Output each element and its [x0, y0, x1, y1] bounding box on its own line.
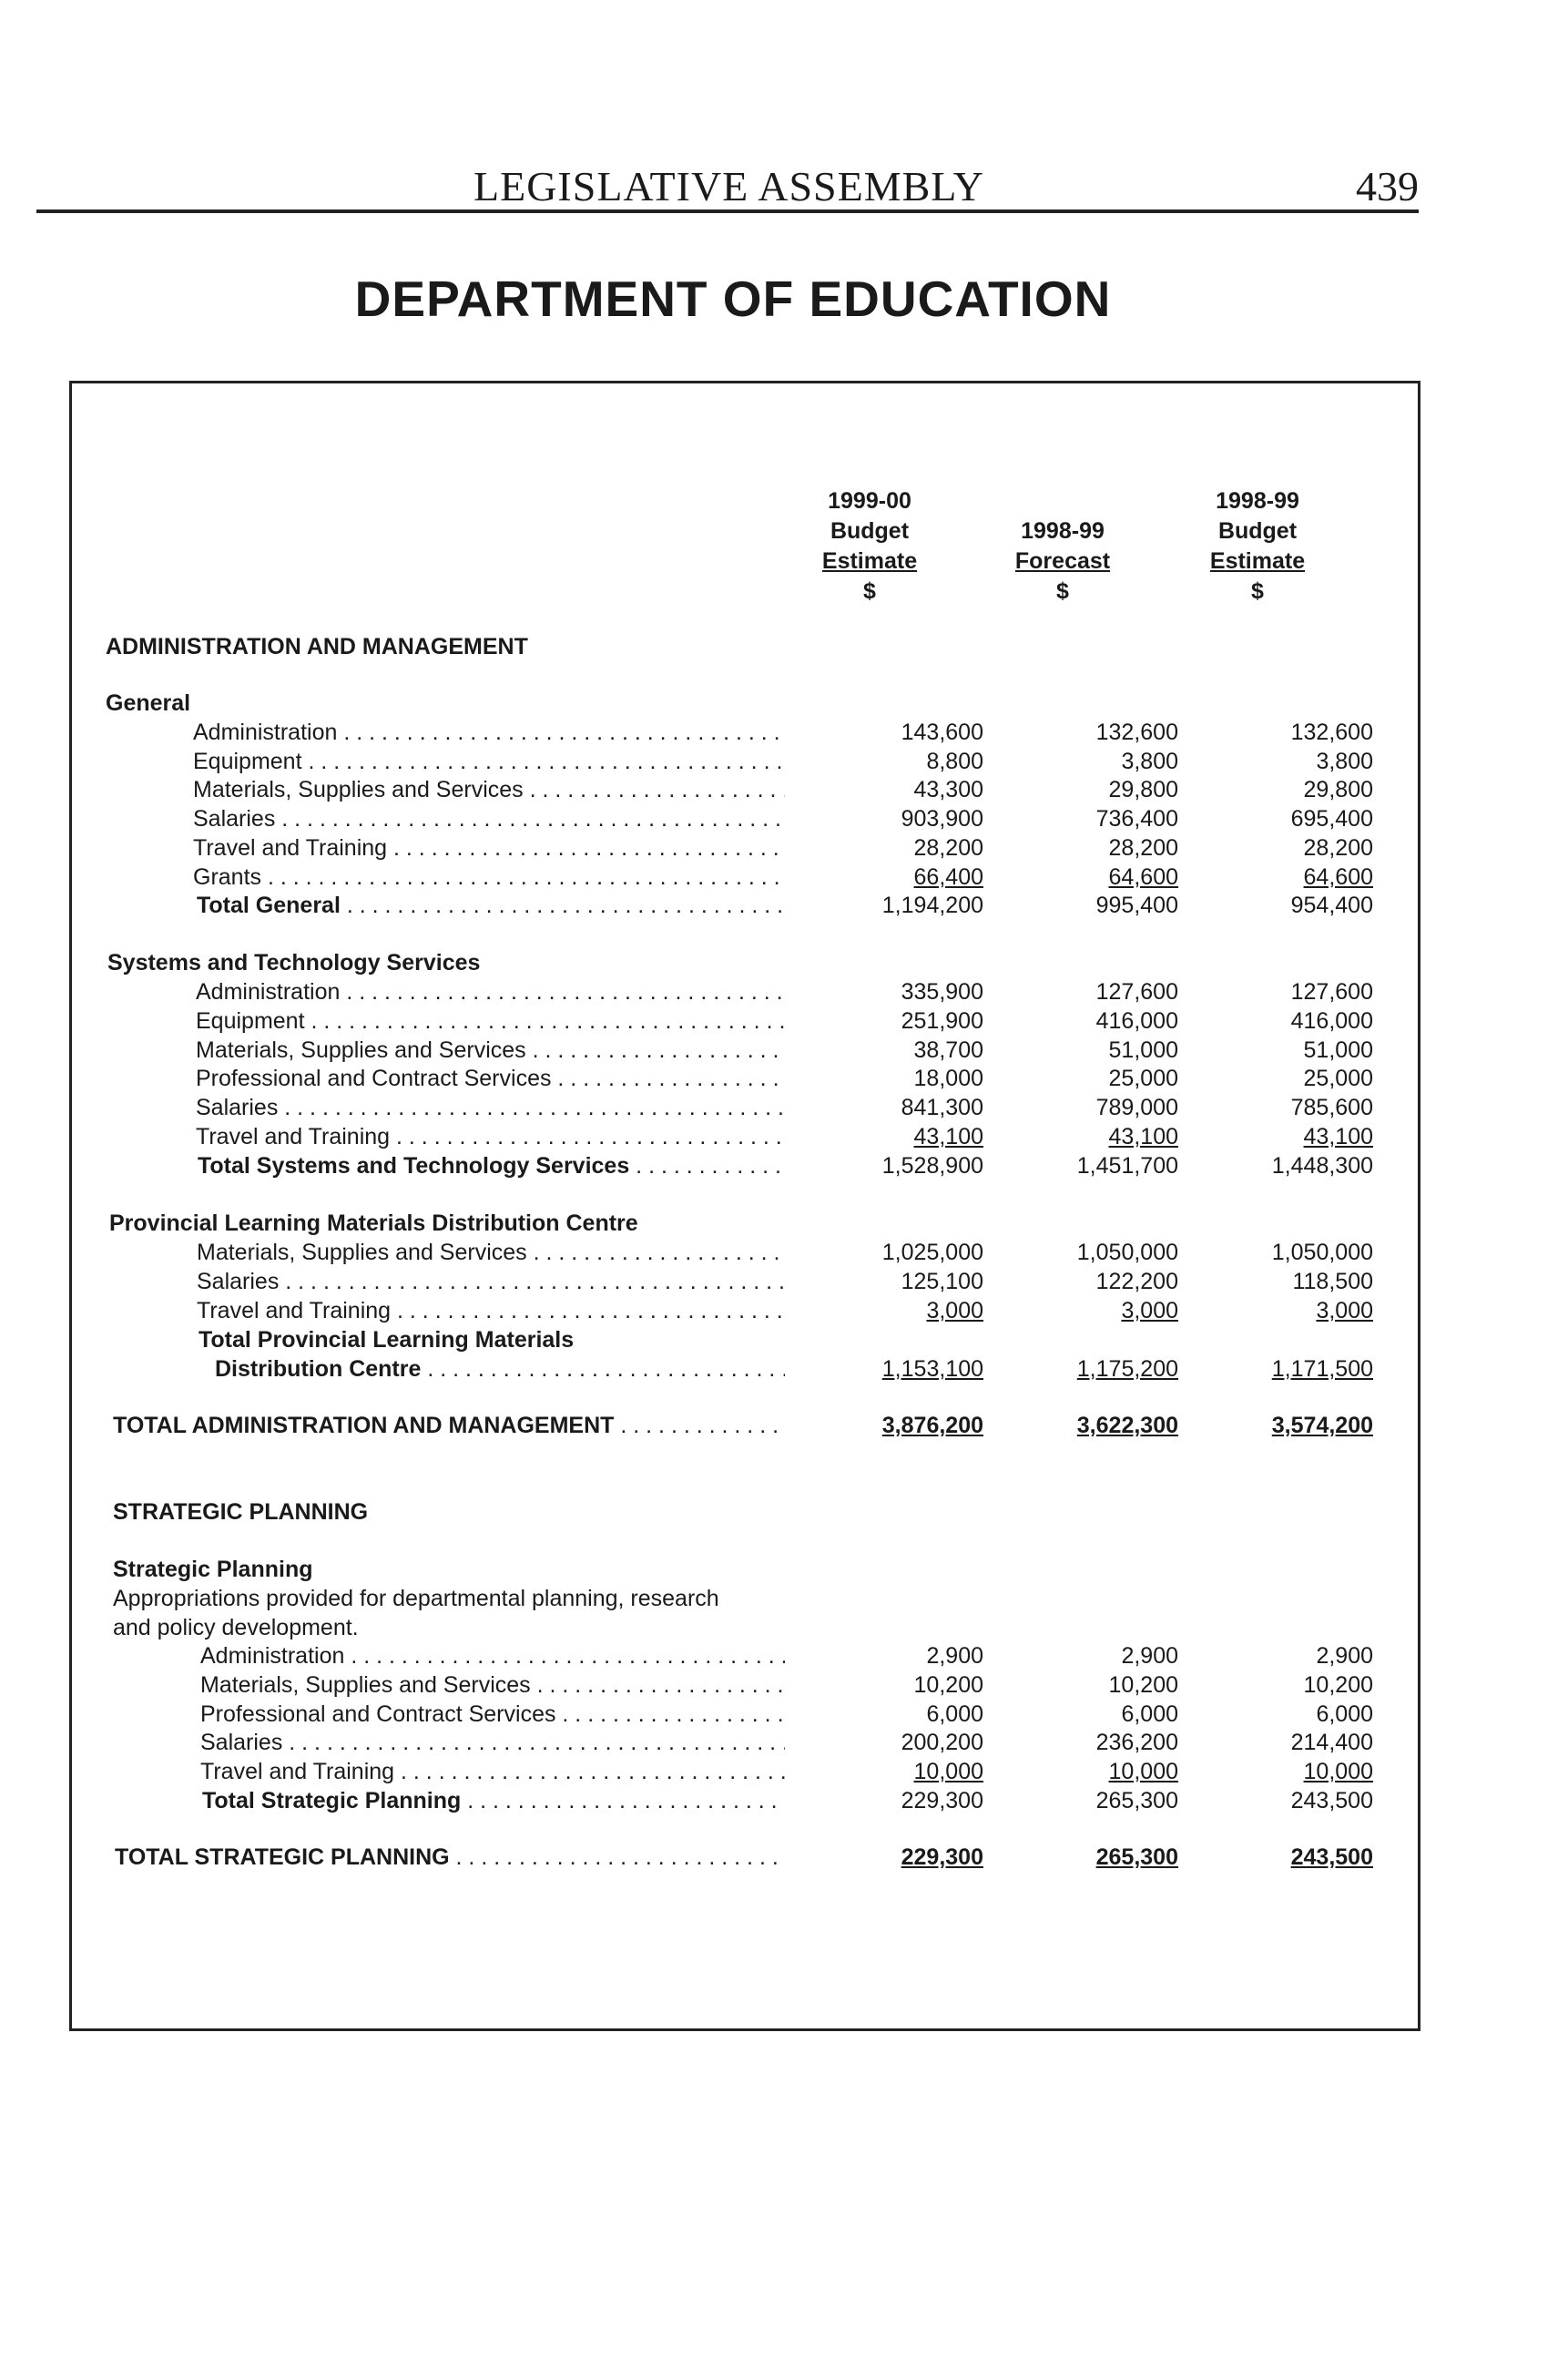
value-1998-99-forecast: 25,000 — [1108, 1066, 1178, 1091]
value-1998-99-budget: 132,600 — [1290, 720, 1373, 745]
table-row — [0, 1124, 1568, 1153]
table-row — [0, 1701, 1568, 1731]
grand-total-label: TOTAL ADMINISTRATION AND MANAGEMENT . . . — [113, 1413, 785, 1439]
value-1999-00-budget: 8,800 — [926, 749, 983, 774]
column-header-line: Estimate — [821, 548, 918, 574]
row-label: Administration . . . — [196, 979, 785, 1006]
table-row — [0, 1298, 1568, 1327]
value-1998-99-forecast: 132,600 — [1095, 720, 1178, 745]
value-1998-99-forecast: 1,451,700 — [1076, 1153, 1178, 1179]
value-1999-00-budget: 2,900 — [926, 1643, 983, 1669]
value-1999-00-budget: 3,876,200 — [881, 1413, 983, 1438]
value-1998-99-budget: 243,500 — [1290, 1844, 1373, 1870]
value-1998-99-budget: 29,800 — [1303, 777, 1373, 802]
table-row — [0, 1672, 1568, 1701]
column-header-line: Forecast — [1014, 548, 1111, 574]
table-row — [0, 1643, 1568, 1672]
value-1998-99-budget: 127,600 — [1290, 979, 1373, 1005]
value-1998-99-budget: 785,600 — [1290, 1095, 1373, 1120]
row-label: Administration . . . — [193, 720, 785, 746]
value-1998-99-budget: 3,574,200 — [1271, 1413, 1373, 1438]
row-label: Grants . . . — [193, 864, 785, 891]
row-label: Travel and Training . . . — [197, 1298, 785, 1324]
column-header-unit: $ — [1056, 578, 1069, 604]
table-row — [0, 777, 1568, 806]
value-1998-99-budget: 3,800 — [1316, 749, 1373, 774]
value-1998-99-budget: 28,200 — [1303, 835, 1373, 861]
row-label: Salaries . . . — [200, 1730, 785, 1756]
row-label: Distribution Centre . . . — [215, 1356, 785, 1383]
value-1998-99-budget: 3,000 — [1316, 1298, 1373, 1323]
group-heading-general: General — [106, 690, 191, 716]
table-row — [0, 979, 1568, 1008]
value-1998-99-forecast: 789,000 — [1095, 1095, 1178, 1120]
value-1998-99-budget: 2,900 — [1316, 1643, 1373, 1669]
value-1998-99-forecast: 29,800 — [1108, 777, 1178, 802]
value-1998-99-forecast: 3,000 — [1121, 1298, 1178, 1323]
value-1999-00-budget: 6,000 — [926, 1701, 983, 1727]
row-label: Materials, Supplies and Services . . . — [193, 777, 785, 803]
row-label: Salaries . . . — [196, 1095, 785, 1121]
row-label: Travel and Training . . . — [193, 835, 785, 862]
value-1999-00-budget: 1,528,900 — [881, 1153, 983, 1179]
value-1999-00-budget: 143,600 — [901, 720, 983, 745]
group-heading-strategic-planning: Strategic Planning — [113, 1557, 313, 1582]
value-1999-00-budget: 28,200 — [913, 835, 983, 861]
value-1998-99-budget: 43,100 — [1303, 1124, 1373, 1149]
value-1998-99-budget: 954,400 — [1290, 893, 1373, 918]
value-1998-99-forecast: 2,900 — [1121, 1643, 1178, 1669]
value-1998-99-forecast: 736,400 — [1095, 806, 1178, 832]
value-1998-99-forecast: 51,000 — [1108, 1037, 1178, 1063]
grand-total-row — [0, 1844, 1568, 1874]
table-row — [0, 1269, 1568, 1298]
column-header-line — [967, 486, 1158, 516]
value-1998-99-forecast: 28,200 — [1108, 835, 1178, 861]
row-label: Materials, Supplies and Services . . . — [196, 1037, 785, 1064]
value-1998-99-budget: 10,200 — [1303, 1672, 1373, 1698]
column-header-unit: $ — [1251, 578, 1264, 604]
section-heading-strategic: STRATEGIC PLANNING — [113, 1499, 369, 1525]
value-1999-00-budget: 66,400 — [913, 864, 983, 890]
table-row — [0, 835, 1568, 864]
group-heading-plmdc: Provincial Learning Materials Distribution Centre — [109, 1210, 638, 1236]
value-1999-00-budget: 43,300 — [913, 777, 983, 802]
value-1999-00-budget: 10,200 — [913, 1672, 983, 1698]
row-label: Materials, Supplies and Services . . . — [197, 1240, 785, 1266]
table-row — [0, 720, 1568, 749]
value-1999-00-budget: 10,000 — [913, 1759, 983, 1784]
column-header-1999-00-budget — [774, 486, 965, 607]
column-header-line: 1999-00 — [828, 488, 911, 514]
row-label: Professional and Contract Services . . . — [200, 1701, 785, 1728]
value-1998-99-forecast: 122,200 — [1095, 1269, 1178, 1294]
value-1998-99-budget: 51,000 — [1303, 1037, 1373, 1063]
subtotal-row — [0, 1788, 1568, 1817]
value-1998-99-forecast: 6,000 — [1121, 1701, 1178, 1727]
value-1998-99-forecast: 265,300 — [1095, 1788, 1178, 1813]
row-label: Materials, Supplies and Services . . . — [200, 1672, 785, 1699]
value-1998-99-budget: 25,000 — [1303, 1066, 1373, 1091]
value-1999-00-budget: 200,200 — [901, 1730, 983, 1755]
value-1999-00-budget: 1,194,200 — [881, 893, 983, 918]
value-1999-00-budget: 251,900 — [901, 1008, 983, 1034]
column-header-1998-99-budget — [1162, 486, 1353, 607]
grand-total-row — [0, 1413, 1568, 1442]
column-header-1998-99-forecast — [967, 486, 1158, 607]
subtotal-row — [0, 1153, 1568, 1182]
value-1998-99-budget: 6,000 — [1316, 1701, 1373, 1727]
section-heading-admin: ADMINISTRATION AND MANAGEMENT — [106, 634, 528, 659]
table-row — [0, 1730, 1568, 1759]
value-1998-99-forecast: 10,000 — [1108, 1759, 1178, 1784]
column-header-line: 1998-99 — [1021, 518, 1105, 544]
page-title: DEPARTMENT OF EDUCATION — [354, 271, 1112, 327]
table-row — [0, 1066, 1568, 1095]
value-1998-99-budget: 214,400 — [1290, 1730, 1373, 1755]
table-row — [0, 1037, 1568, 1067]
value-1998-99-budget: 1,171,500 — [1271, 1356, 1373, 1382]
description-line: Appropriations provided for departmental planning, research — [113, 1586, 719, 1611]
value-1998-99-forecast: 64,600 — [1108, 864, 1178, 890]
table-row — [0, 1759, 1568, 1788]
value-1999-00-budget: 18,000 — [913, 1066, 983, 1091]
table-row — [0, 1008, 1568, 1037]
value-1998-99-forecast: 995,400 — [1095, 893, 1178, 918]
column-header-line: 1998-99 — [1216, 488, 1299, 514]
row-label: Total Strategic Planning . . . — [202, 1788, 785, 1814]
value-1999-00-budget: 903,900 — [901, 806, 983, 832]
value-1999-00-budget: 43,100 — [913, 1124, 983, 1149]
value-1998-99-budget: 1,448,300 — [1271, 1153, 1373, 1179]
group-description — [113, 1584, 823, 1642]
column-header-unit: $ — [863, 578, 876, 604]
value-1999-00-budget: 841,300 — [901, 1095, 983, 1120]
value-1998-99-budget: 64,600 — [1303, 864, 1373, 890]
value-1998-99-forecast: 1,175,200 — [1076, 1356, 1178, 1382]
table-row — [0, 806, 1568, 835]
value-1998-99-budget: 243,500 — [1290, 1788, 1373, 1813]
value-1999-00-budget: 3,000 — [926, 1298, 983, 1323]
column-header-line: Estimate — [1209, 548, 1306, 574]
value-1998-99-forecast: 236,200 — [1095, 1730, 1178, 1755]
running-title: LEGISLATIVE ASSEMBLY — [473, 163, 985, 209]
row-label: Travel and Training . . . — [196, 1124, 785, 1150]
column-header-line: Budget — [830, 518, 910, 544]
value-1999-00-budget: 38,700 — [913, 1037, 983, 1063]
value-1999-00-budget: 229,300 — [901, 1788, 983, 1813]
value-1999-00-budget: 335,900 — [901, 979, 983, 1005]
value-1998-99-budget: 10,000 — [1303, 1759, 1373, 1784]
subtotal-row — [0, 893, 1568, 922]
value-1998-99-forecast: 3,800 — [1121, 749, 1178, 774]
value-1999-00-budget: 125,100 — [901, 1269, 983, 1294]
running-head — [36, 162, 1419, 213]
row-label: Salaries . . . — [197, 1269, 785, 1295]
row-label: Travel and Training . . . — [200, 1759, 785, 1785]
row-label: Equipment . . . — [193, 749, 785, 775]
table-row — [0, 1240, 1568, 1269]
subtotal-label-line1: Total Provincial Learning Materials — [199, 1327, 575, 1353]
grand-total-label: TOTAL STRATEGIC PLANNING . . . — [115, 1844, 785, 1871]
value-1998-99-forecast: 265,300 — [1095, 1844, 1178, 1870]
value-1999-00-budget: 1,153,100 — [881, 1356, 983, 1382]
group-heading-systems: Systems and Technology Services — [107, 950, 481, 975]
description-line: and policy development. — [113, 1615, 359, 1640]
value-1998-99-forecast: 10,200 — [1108, 1672, 1178, 1698]
value-1998-99-forecast: 43,100 — [1108, 1124, 1178, 1149]
value-1998-99-budget: 416,000 — [1290, 1008, 1373, 1034]
table-row — [0, 1095, 1568, 1124]
value-1998-99-budget: 695,400 — [1290, 806, 1373, 832]
table-row — [0, 749, 1568, 778]
subtotal-row — [0, 1356, 1568, 1385]
value-1998-99-forecast: 127,600 — [1095, 979, 1178, 1005]
row-label: Professional and Contract Services . . . — [196, 1066, 785, 1092]
value-1998-99-forecast: 3,622,300 — [1076, 1413, 1178, 1438]
value-1998-99-forecast: 1,050,000 — [1076, 1240, 1178, 1265]
value-1998-99-budget: 118,500 — [1292, 1269, 1373, 1294]
value-1998-99-budget: 1,050,000 — [1271, 1240, 1373, 1265]
row-label: Administration . . . — [200, 1643, 785, 1670]
value-1999-00-budget: 1,025,000 — [881, 1240, 983, 1265]
page-number: 439 — [1356, 163, 1419, 209]
column-header-line: Budget — [1217, 518, 1298, 544]
value-1998-99-forecast: 416,000 — [1095, 1008, 1178, 1034]
value-1999-00-budget: 229,300 — [901, 1844, 983, 1870]
table-row — [0, 864, 1568, 894]
row-label: Salaries . . . — [193, 806, 785, 832]
row-label: Total Systems and Technology Services . . . — [198, 1153, 785, 1180]
row-label: Total General . . . — [197, 893, 785, 919]
row-label: Equipment . . . — [196, 1008, 785, 1035]
